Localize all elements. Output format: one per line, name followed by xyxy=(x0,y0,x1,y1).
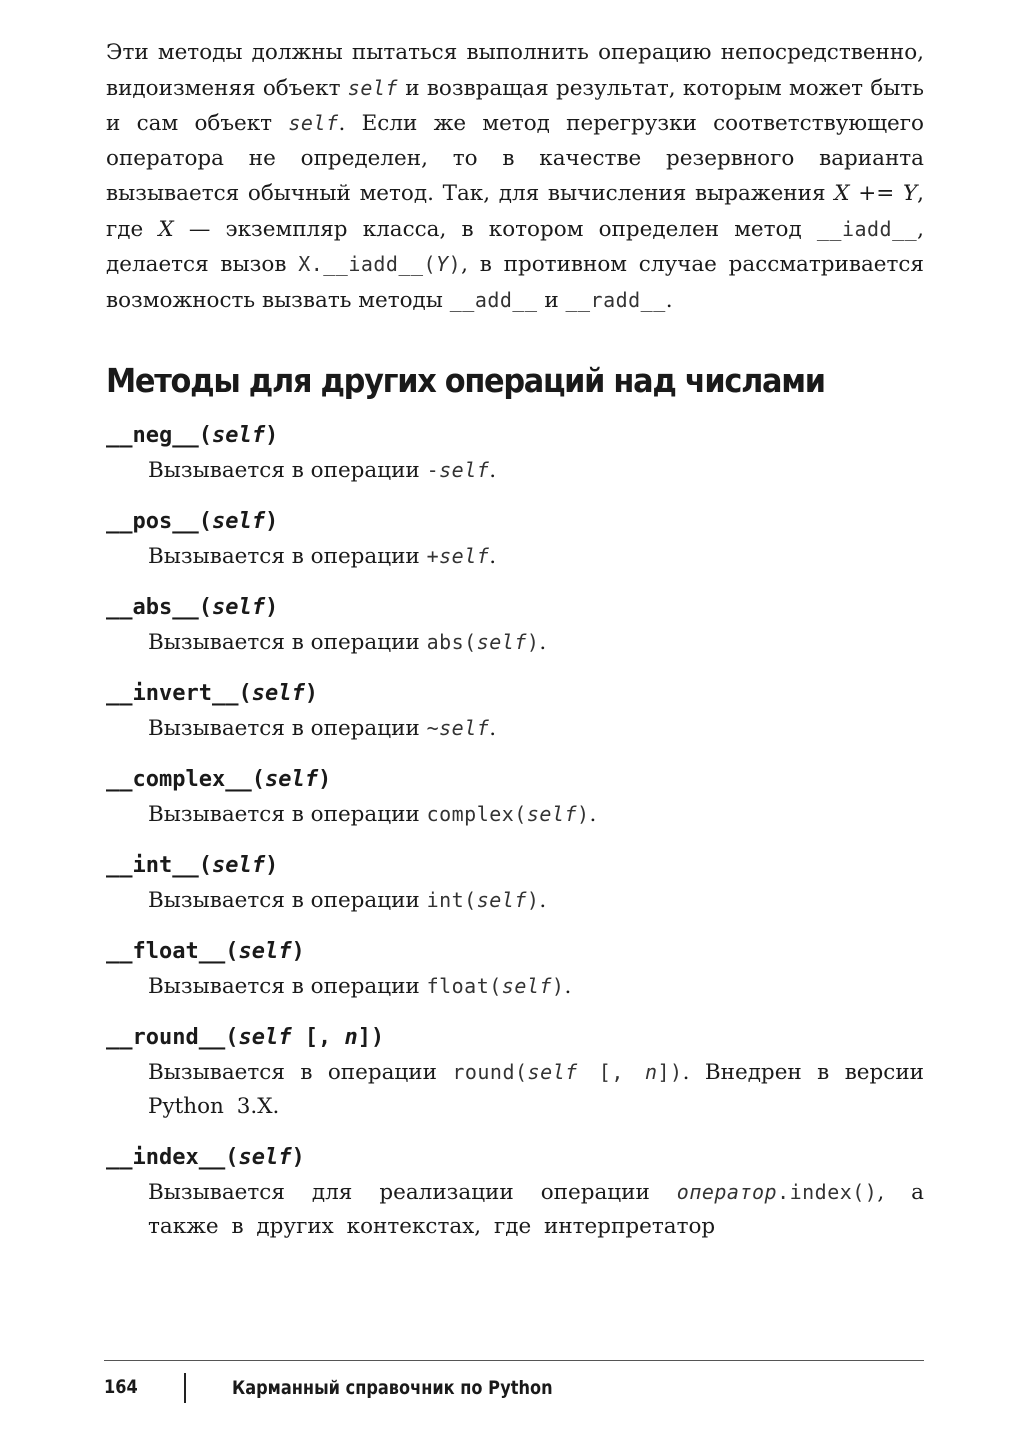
sig-paren: ( xyxy=(225,938,239,964)
method-name: __neg__ xyxy=(106,422,199,448)
method-signature xyxy=(106,1021,924,1055)
method-description xyxy=(148,1175,924,1244)
sig-arg: self xyxy=(211,852,265,878)
sig-arg: self xyxy=(264,766,318,792)
desc-code: complex( xyxy=(426,801,527,826)
sig-arg-n: n xyxy=(344,1024,358,1050)
sig-paren: ( xyxy=(225,1024,239,1050)
sig-paren: ) xyxy=(291,938,305,964)
desc-code-arg: self xyxy=(439,715,490,740)
desc-code: ~ xyxy=(426,715,440,740)
method-entry-index xyxy=(106,1141,924,1244)
intro-text: — экземпляр класса, в котором определен метод xyxy=(173,216,817,242)
sig-paren: ) xyxy=(264,594,279,620)
intro-text: Эти методы должны пытаться выполнить операцию непосредственно, видоизменяя объект xyxy=(106,40,924,101)
sig-paren: ) xyxy=(264,508,279,534)
method-signature xyxy=(106,419,924,453)
desc-text: Вызывается в операции xyxy=(148,543,427,569)
method-name: __round__ xyxy=(106,1024,226,1050)
sig-arg: self xyxy=(211,594,265,620)
sig-paren: ( xyxy=(251,766,265,792)
desc-code-arg: self xyxy=(439,543,490,568)
code-self: self xyxy=(347,75,398,100)
sig-paren: ) xyxy=(264,852,279,878)
code-call-close: ) xyxy=(448,252,462,277)
desc-code: int( xyxy=(426,887,477,912)
sig-paren: ( xyxy=(238,680,252,706)
sig-arg: self xyxy=(211,508,265,534)
method-entry-round xyxy=(106,1021,924,1124)
method-signature xyxy=(106,591,924,625)
desc-text: . xyxy=(489,457,497,483)
desc-code: ) xyxy=(551,973,565,998)
var-y: Y xyxy=(902,180,918,206)
desc-code: ) xyxy=(526,629,540,654)
desc-text: . xyxy=(489,715,497,741)
sig-paren: ) xyxy=(317,766,332,792)
code-self: self xyxy=(288,111,339,136)
method-entry xyxy=(106,677,924,746)
page-number: 164 xyxy=(104,1376,138,1398)
desc-text: . xyxy=(589,801,597,827)
sig-paren: ( xyxy=(225,1144,239,1170)
desc-text: . Внедрен в версии Python 3.X. xyxy=(148,1059,924,1119)
sig-paren: ) xyxy=(264,422,279,448)
method-name: __pos__ xyxy=(106,508,199,534)
desc-code: ) xyxy=(526,887,540,912)
desc-text: Вызывается в операции xyxy=(148,1059,453,1085)
code-iadd: __iadd__ xyxy=(816,216,918,241)
sig-arg: self xyxy=(211,422,265,448)
method-entry xyxy=(106,505,924,574)
method-description xyxy=(148,1055,924,1124)
desc-code: ) xyxy=(576,801,590,826)
code-call: X.__iadd__( xyxy=(298,252,437,277)
method-entry xyxy=(106,849,924,918)
method-description xyxy=(148,883,924,918)
desc-code-arg: n xyxy=(644,1059,658,1084)
desc-text: . xyxy=(564,973,572,999)
method-entry xyxy=(106,419,924,488)
desc-text: , а также в других контекстах, где интерпретатор xyxy=(148,1179,924,1239)
desc-code-arg: оператор xyxy=(676,1179,778,1204)
desc-text: . xyxy=(539,629,547,655)
sig-arg: self xyxy=(251,680,305,706)
desc-code-arg: self xyxy=(476,887,527,912)
method-description xyxy=(148,969,924,1004)
desc-code: ]) xyxy=(657,1059,683,1084)
desc-text: Вызывается в операции xyxy=(148,887,427,913)
section-heading: Методы для других операций над числами xyxy=(106,360,825,400)
desc-text: Вызывается в операции xyxy=(148,801,427,827)
desc-text: Вызывается в операции xyxy=(148,629,427,655)
sig-paren: ) xyxy=(291,1144,305,1170)
method-signature xyxy=(106,763,924,797)
intro-text: , делается вызов xyxy=(106,216,924,278)
desc-text: Вызывается для реализации операции xyxy=(148,1179,677,1205)
method-description xyxy=(148,711,924,746)
intro-text: и возвращая результат, которым может быть и сам объект xyxy=(106,75,924,137)
sig-paren: ]) xyxy=(357,1024,385,1050)
intro-text: и xyxy=(537,287,566,313)
var-x: X xyxy=(158,216,174,242)
desc-code: [, xyxy=(577,1059,645,1084)
sig-optional: [, xyxy=(291,1024,345,1050)
method-entry xyxy=(106,591,924,660)
sig-paren: ( xyxy=(198,852,212,878)
method-name: __index__ xyxy=(106,1144,226,1170)
book-title: Карманный справочник по Python xyxy=(232,1376,553,1399)
footer-rule xyxy=(104,1360,924,1361)
method-description xyxy=(148,797,924,832)
intro-text: , в противном случае рассматривается возможность вызвать методы xyxy=(106,252,924,313)
sig-paren: ( xyxy=(198,594,212,620)
desc-text: Вызывается в операции xyxy=(148,973,427,999)
desc-code: round( xyxy=(452,1059,528,1084)
sig-paren: ( xyxy=(198,508,212,534)
sig-paren: ( xyxy=(198,422,212,448)
desc-code-arg: self xyxy=(439,457,490,482)
method-signature xyxy=(106,677,924,711)
sig-arg: self xyxy=(238,1024,292,1050)
sig-arg: self xyxy=(238,1144,292,1170)
intro-text: , где xyxy=(106,180,924,242)
method-name: __complex__ xyxy=(106,766,252,792)
code-add: __add__ xyxy=(449,287,538,312)
code-radd: __radd__ xyxy=(565,287,666,312)
desc-text: Вызывается в операции xyxy=(148,715,427,741)
method-signature xyxy=(106,505,924,539)
intro-text: . Если же метод перегрузки соответствующего оператора не определен, то в качестве резервного варианта вызывается обычный метод. Так, для вычисления выражения xyxy=(106,111,924,206)
intro-text: . xyxy=(665,287,673,313)
method-entry xyxy=(106,935,924,1004)
page-content xyxy=(106,36,924,1261)
desc-text: . xyxy=(489,543,497,569)
page-footer xyxy=(104,1372,609,1403)
method-name: __int__ xyxy=(106,852,199,878)
sig-arg: self xyxy=(238,938,292,964)
intro-text: += xyxy=(849,180,903,206)
desc-code-arg: self xyxy=(501,973,552,998)
method-description xyxy=(148,539,924,574)
method-description xyxy=(148,625,924,660)
desc-code: .index() xyxy=(777,1179,878,1204)
desc-code: abs( xyxy=(426,629,477,654)
method-entry xyxy=(106,763,924,832)
desc-text: . xyxy=(539,887,547,913)
desc-code-arg: self xyxy=(476,629,527,654)
method-name: __abs__ xyxy=(106,594,199,620)
code-call-arg: Y xyxy=(436,252,449,277)
footer-separator xyxy=(184,1373,186,1403)
desc-code-arg: self xyxy=(527,1059,578,1084)
method-signature xyxy=(106,935,924,969)
method-name: __invert__ xyxy=(106,680,239,706)
desc-code-arg: self xyxy=(526,801,577,826)
intro-paragraph xyxy=(106,36,924,319)
desc-code: - xyxy=(426,457,440,482)
desc-text: Вызывается в операции xyxy=(148,457,427,483)
method-name: __float__ xyxy=(106,938,226,964)
method-signature xyxy=(106,849,924,883)
sig-paren: ) xyxy=(304,680,318,706)
desc-code: float( xyxy=(426,973,502,998)
method-signature xyxy=(106,1141,924,1175)
var-x: X xyxy=(834,180,850,206)
desc-code: + xyxy=(426,543,440,568)
method-description xyxy=(148,453,924,488)
